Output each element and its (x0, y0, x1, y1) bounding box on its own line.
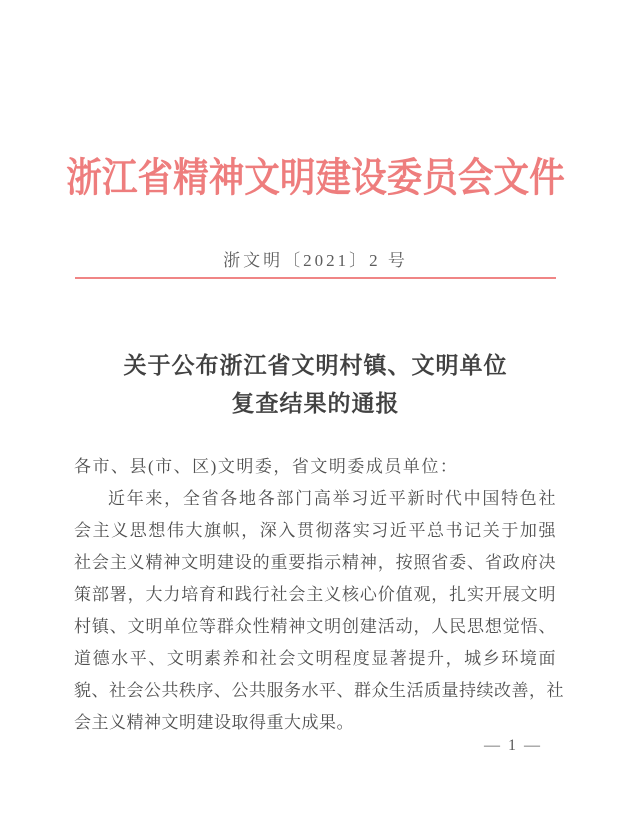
agency-header-title: 浙江省精神文明建设委员会文件 (66, 155, 565, 200)
body-line: 社会主义精神文明建设的重要指示精神，按照省委、省政府决 (74, 553, 556, 572)
body-line: 貌、社会公共秩序、公共服务水平、群众生活质量持续改善，社 (74, 681, 564, 700)
body-line: 策部署，大力培育和践行社会主义核心价值观，扎实开展文明 (74, 585, 556, 604)
body-line: 会主义思想伟大旗帜，深入贯彻落实习近平总书记关于加强 (74, 521, 556, 540)
body-line: 村镇、文明单位等群众性精神文明创建活动，人民思想觉悟、 (74, 617, 556, 636)
document-title-line-1: 关于公布浙江省文明村镇、文明单位 (123, 353, 508, 378)
document-title (0, 347, 631, 423)
document-body (74, 451, 564, 739)
document-title-line-2: 复查结果的通报 (231, 391, 400, 416)
document-number: 浙文明〔2021〕2 号 (223, 251, 408, 270)
page-number: — 1 — (484, 737, 542, 754)
body-line: 道德水平、文明素养和社会文明程度显著提升，城乡环境面 (74, 649, 556, 668)
body-line: 会主义精神文明建设取得重大成果。 (74, 713, 354, 732)
body-paragraph (74, 483, 564, 739)
salutation-line: 各市、县(市、区)文明委，省文明委成员单位： (74, 457, 459, 476)
red-separator-line (75, 277, 556, 279)
body-line: 近年来，全省各地各部门高举习近平新时代中国特色社 (108, 489, 556, 508)
